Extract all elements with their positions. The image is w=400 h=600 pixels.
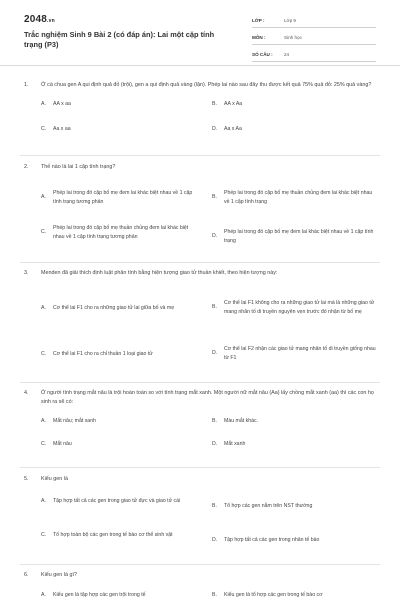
meta-label: SỐ CÂU : [252, 52, 273, 57]
question-stem [24, 81, 380, 90]
option-letter: B. [212, 503, 217, 509]
option-text: Phép lai trong đó cặp bố mẹ thuần chủng đem lai khác biệt nhau về 1 cặp tính trạng tương phản [53, 225, 189, 240]
option-letter: C. [41, 126, 47, 132]
answer-options [41, 100, 378, 136]
question-text: Menden đã giải thích định luật phân tính bằng hiện tượng giao tử thuần khiết, theo hiện tượng này: [41, 270, 278, 276]
answer-options [41, 182, 378, 262]
question-text: Ở người tính trạng mắt nâu là trội hoàn toàn so với tính trạng mắt xanh. Một người nữ mắt nâu (Aa) lấy chồng mắt xanh (aa) thì các con họ sinh ra sẽ có: [41, 390, 374, 405]
option-letter: A. [41, 592, 46, 598]
site-logo[interactable] [24, 14, 55, 25]
option-text: Tập hợp tất cả các gen trong giao tử đực và giao tử cái [53, 498, 181, 504]
option-c[interactable] [41, 125, 201, 134]
option-d[interactable] [212, 125, 378, 134]
option-text: AA x Aa [224, 101, 243, 107]
option-text: Phép lai trong đó cặp bố mẹ đem lai khác biệt nhau về 1 cặp tính trạng tương phản [53, 190, 193, 205]
meta-label: LỚP : [252, 18, 265, 23]
option-letter: B. [212, 101, 217, 107]
option-text: Màu mắt khác. [224, 418, 259, 424]
answer-options [41, 288, 378, 368]
question-stem [24, 269, 380, 278]
option-letter: C. [41, 229, 47, 236]
option-a[interactable] [41, 304, 201, 313]
option-letter: B. [212, 418, 217, 424]
option-text: Phép lai trong đó cặp bố mẹ thuần chủng đem lai khác biệt nhau về 1 cặp tính trạng [224, 190, 373, 205]
option-letter: D. [212, 537, 218, 543]
option-text: Kiểu gen là tập hợp các gen trội trong tế [53, 592, 146, 598]
meta-value: 24 [284, 52, 290, 57]
meta-row-grade [252, 14, 376, 28]
option-text: Cơ thể lai F1 cho ra chỉ thuần 1 loại giao tử [53, 351, 153, 357]
option-text: AA x aa [53, 101, 71, 107]
option-text: Phép lai trong đó cặp bố mẹ đem lai khác biệt nhau về 1 cặp tính trạng [224, 229, 374, 244]
option-a[interactable] [41, 497, 201, 506]
page-header [0, 0, 400, 66]
option-d[interactable] [212, 440, 378, 449]
option-letter: C. [41, 351, 47, 357]
option-b[interactable] [212, 100, 378, 109]
question-text: Kiểu gen là [41, 476, 68, 482]
question-number: 6. [24, 572, 29, 578]
meta-value: Lớp 9 [284, 18, 296, 23]
question-number: 3. [24, 270, 29, 276]
question-2 [24, 163, 380, 262]
option-text: Tổ hợp các gen nằm trên NST thường [224, 503, 313, 509]
answer-options [41, 494, 378, 564]
question-number: 4. [24, 390, 29, 396]
option-letter: B. [212, 592, 217, 598]
question-stem [24, 389, 380, 407]
logo-text: 2048 [24, 14, 48, 25]
question-stem [24, 475, 380, 484]
option-letter: D. [212, 233, 218, 240]
option-a[interactable] [41, 189, 201, 206]
option-letter: A. [41, 305, 46, 311]
option-c[interactable] [41, 531, 201, 540]
option-text: Aa x aa [53, 126, 71, 132]
option-text: Aa x Aa [224, 126, 242, 132]
option-text: Cơ thể lai F1 cho ra những giao tử lai giữa bố và mẹ [53, 305, 175, 311]
option-b[interactable] [212, 189, 378, 206]
option-letter: A. [41, 418, 46, 424]
option-b[interactable] [212, 299, 378, 316]
question-5 [24, 475, 380, 564]
option-b[interactable] [212, 417, 378, 426]
meta-label: MÔN : [252, 35, 266, 40]
divider [20, 382, 380, 383]
question-stem [24, 571, 380, 580]
option-letter: B. [212, 304, 217, 311]
option-letter: B. [212, 194, 217, 201]
option-d[interactable] [212, 536, 378, 545]
option-text: Mắt nâu; mắt xanh [53, 418, 96, 424]
option-letter: C. [41, 532, 47, 538]
question-1 [24, 81, 380, 136]
option-text: Cơ thể lai F1 không cho ra những giao tử lai mà là những giao tử mang nhân tố di truyền nguyên vẹn trước đó nhận từ bố mẹ [224, 300, 375, 315]
option-d[interactable] [212, 228, 378, 245]
meta-row-subject [252, 31, 376, 45]
option-a[interactable] [41, 591, 201, 600]
divider [20, 262, 380, 263]
question-3 [24, 269, 380, 368]
option-letter: A. [41, 101, 46, 107]
question-number: 5. [24, 476, 29, 482]
option-letter: A. [41, 194, 46, 201]
option-c[interactable] [41, 224, 201, 241]
option-text: Kiểu gen là tổ hợp các gen trong tế bào cơ [224, 592, 323, 598]
question-text: Thế nào là lai 1 cặp tính trạng? [41, 164, 116, 170]
option-text: Tập hợp tất cả các gen trong nhân tế bào [224, 537, 320, 543]
option-d[interactable] [212, 345, 378, 362]
divider [20, 564, 380, 565]
option-text: Mắt xanh [224, 441, 246, 447]
option-letter: D. [212, 350, 218, 357]
question-6 [24, 571, 380, 600]
option-letter: A. [41, 498, 46, 504]
option-letter: D. [212, 126, 218, 132]
meta-info [252, 14, 376, 62]
question-number: 1. [24, 82, 29, 88]
meta-value: Sinh học [284, 35, 302, 40]
option-b[interactable] [212, 502, 378, 511]
option-letter: D. [212, 441, 218, 447]
option-a[interactable] [41, 417, 201, 426]
answer-options [41, 590, 378, 600]
option-b[interactable] [212, 591, 378, 600]
divider [20, 467, 380, 468]
page-title: Trắc nghiệm Sinh 9 Bài 2 (có đáp án): Lai một cặp tính trạng (P3) [24, 30, 215, 49]
meta-row-count [252, 48, 376, 62]
option-text: Tổ hợp toàn bộ các gen trong tế bào cơ thể sinh vật [53, 532, 173, 538]
question-text: Ở cà chua gen A qui định quả đỏ (trội), gen a qui định quả vàng (lặn). Phép lai nào sau đây thu được kết quả 75% quả đỏ: 25% quả vàng? [41, 82, 372, 88]
option-a[interactable] [41, 100, 201, 109]
option-text: Mắt nâu [53, 441, 72, 447]
option-letter: C. [41, 441, 47, 447]
question-text: Kiểu gen là gì? [41, 572, 77, 578]
logo-suffix: .vn [47, 18, 55, 24]
answer-options [41, 417, 378, 453]
question-4 [24, 389, 380, 453]
divider [20, 155, 380, 156]
option-text: Cơ thể lai F2 nhận các giao tử mang nhân tố di truyền giống nhau từ F1 [224, 346, 376, 361]
option-c[interactable] [41, 440, 201, 449]
question-number: 2. [24, 164, 29, 170]
option-c[interactable] [41, 350, 211, 359]
question-stem [24, 163, 380, 172]
